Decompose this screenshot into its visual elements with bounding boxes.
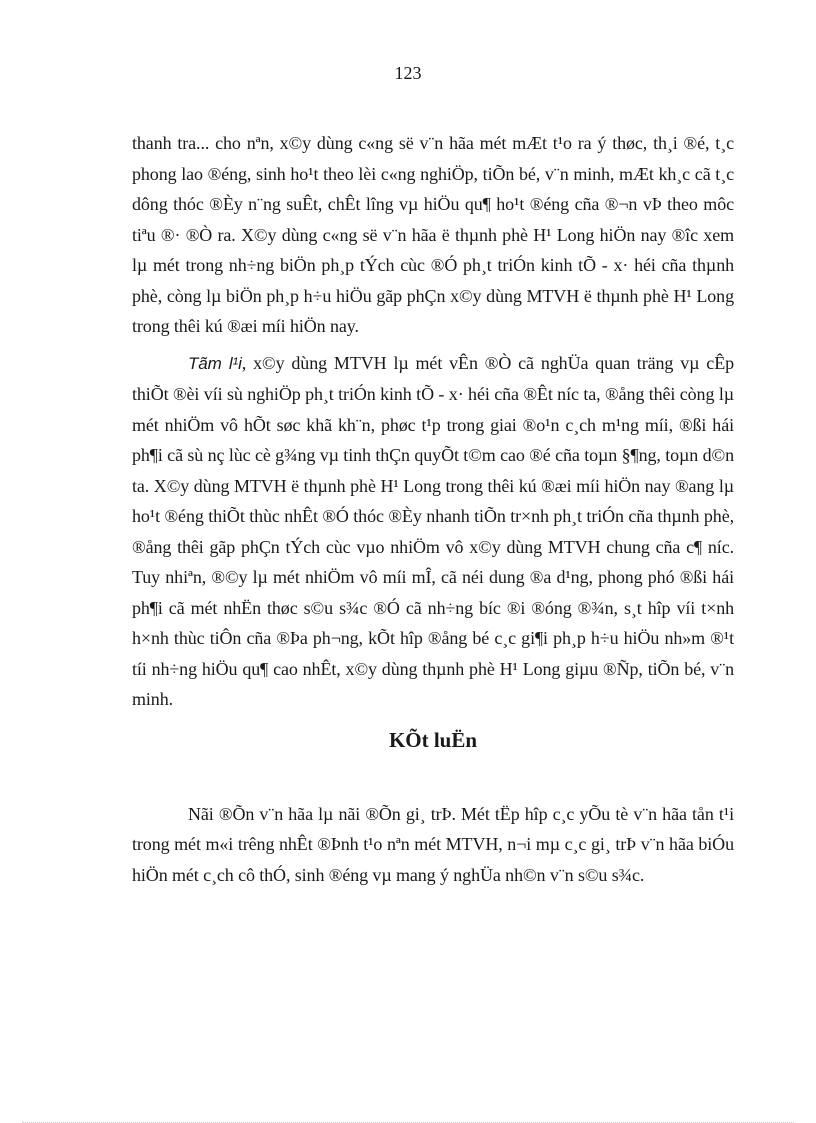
page-number: 123 [394, 63, 422, 83]
paragraph-2-lead: Tãm l¹i [188, 353, 242, 373]
paragraph-2 [132, 348, 734, 715]
paragraph-1: thanh tra... cho nªn, x©y dùng c«ng së v¨n hãa mét mÆt t¹o ra ý thøc, th¸i ®é, t¸c phong lao ®éng, sinh ho¹t theo lèi c«ng nghiÖp, tiÕn bé, v¨n minh, mÆt kh¸c cã t¸c dông thóc ®Èy n¨ng suÊt, chÊt lîng vµ hiÖu qu¶ ho¹t ®éng cña ®¬n vÞ theo môc tiªu ®· ®Ò ra. X©y dùng c«ng së v¨n hãa ë thµnh phè H¹ Long hiÖn nay ®îc xem lµ mét trong nh÷ng biÖn ph¸p tÝch cùc ®Ó ph¸t triÓn kinh tÕ - x· héi cña thµnh phè, còng lµ biÖn ph¸p h÷u hiÖu gãp phÇn x©y dùng MTVH ë thµnh phè H¹ Long trong thêi kú ®æi míi hiÖn nay. [132, 133, 734, 336]
paragraph-3: Nãi ®Õn v¨n hãa lµ nãi ®Õn gi¸ trÞ. Mét tËp hîp c¸c yÕu tè v¨n hãa tån t¹i trong mét m«i trêng nhÊt ®Þnh t¹o nªn mét MTVH, n¬i mµ c¸c gi¸ trÞ v¨n hãa biÓu hiÖn mét c¸ch cô thÓ, sinh ®éng vµ mang ý nghÜa nh©n v¨n s©u s¾c. [132, 803, 734, 885]
document-body [132, 128, 734, 896]
conclusion-heading: KÕt luËn [388, 727, 478, 752]
paragraph-2-text: , x©y dùng MTVH lµ mét vÊn ®Ò cã nghÜa quan träng vµ cÊp thiÕt ®èi víi sù nghiÖp ph¸t triÓn kinh tÕ - x· héi cña ®Êt níc ta, ®ång thêi còng lµ mét nhiÖm vô hÕt søc khã kh¨n, phøc t¹p trong giai ®o¹n c¸ch m¹ng míi, ®ßi hái ph¶i cã sù nç lùc cè g¾ng vµ tinh thÇn quyÕt t©m cao ®é cña toµn §¶ng, toµn d©n ta. X©y dùng MTVH ë thµnh phè H¹ Long trong thêi kú ®æi míi hiÖn nay ®ang lµ ho¹t ®éng thiÕt thùc nhÊt ®Ó thóc ®Èy nhanh tiÕn tr×nh ph¸t triÓn cña thµnh phè, ®ång thêi gãp phÇn tÝch cùc vµo nhiÖm vô x©y dùng MTVH chung cña c¶ níc. Tuy nhiªn, ®©y lµ mét nhiÖm vô míi mÎ, cã néi dung ®a d¹ng, phong phó ®ßi hái ph¶i cã mét nhËn thøc s©u s¾c ®Ó cã nh÷ng bíc ®i ®óng ®¾n, s¸t hîp víi t×nh h×nh thùc tiÔn cña ®Þa ph¬ng, kÕt hîp ®ång bé c¸c gi¶i ph¸p h÷u hiÖu nh»m ®¹t tíi nh÷ng hiÖu qu¶ cao nhÊt, x©y dùng thµnh phè H¹ Long giµu ®Ñp, tiÕn bé, v¨n minh. [132, 352, 734, 709]
